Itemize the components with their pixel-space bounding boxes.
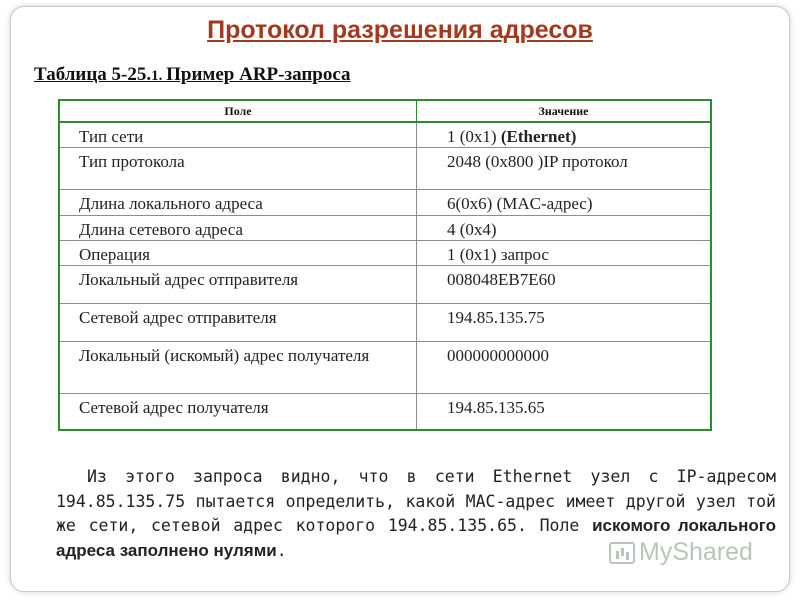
table-row xyxy=(60,215,710,240)
header-field: Поле xyxy=(60,101,417,122)
watermark xyxy=(609,538,753,567)
caption-main: Таблица 5-25. xyxy=(34,64,152,85)
row-value: 4 (0x4) xyxy=(417,215,711,240)
table-row xyxy=(60,303,710,341)
slide-title: Протокол разрешения адресов xyxy=(207,16,593,44)
row-value: 1 (0x1) (Ethernet) xyxy=(417,122,711,147)
table-row xyxy=(60,265,710,303)
row-value: 194.85.135.65 xyxy=(447,397,545,417)
row-value: 2048 (0x800 )IP протокол xyxy=(417,147,711,189)
row-field: Тип протокола xyxy=(60,147,417,189)
row-value: 6(0x6) (MAC-адрес) xyxy=(417,189,711,215)
explanation-bold: искомого локального адреса заполнено нулями xyxy=(56,516,776,560)
table-caption xyxy=(34,64,351,86)
explanation-end: . xyxy=(276,540,287,560)
row-field: Сетевой адрес отправителя xyxy=(60,303,417,341)
row-field: Локальный (искомый) адрес получателя xyxy=(60,341,417,393)
arp-table xyxy=(58,99,712,431)
row-field: Длина сетевого адреса xyxy=(60,215,417,240)
chart-icon xyxy=(609,542,635,564)
table-row xyxy=(60,147,710,189)
row-field: Локальный адрес отправителя xyxy=(60,265,417,303)
row-value-bold: (Ethernet) xyxy=(500,127,577,146)
row-field: Операция xyxy=(60,240,417,265)
row-value: 000000000000 xyxy=(417,341,711,393)
caption-num: 1. xyxy=(151,68,167,84)
row-value: 008048EB7E60 xyxy=(417,265,711,303)
row-field: Тип сети xyxy=(60,122,417,147)
watermark-text: MyShared xyxy=(639,538,753,566)
table-row xyxy=(60,341,710,393)
table-row xyxy=(60,122,710,147)
caption-rest: Пример ARP-запроса xyxy=(166,64,351,85)
header-value: Значение xyxy=(417,101,711,122)
table-row xyxy=(60,240,710,265)
row-field: Сетевой адрес получателя xyxy=(60,393,417,429)
row-value: 194.85.135.75 xyxy=(417,303,711,341)
table-row xyxy=(60,189,710,215)
row-field: Длина локального адреса xyxy=(60,189,417,215)
table-row xyxy=(60,393,710,429)
explanation-text: Из этого запроса видно, что в сети Ethernet узел с IP-адресом 194.85.135.75 пытается определить, какой MAC-адрес имеет другой узел той же сети, сетевой адрес которого 194.85.135.65. Поле xyxy=(56,467,776,536)
row-value: 1 (0x1) запрос xyxy=(417,240,711,265)
